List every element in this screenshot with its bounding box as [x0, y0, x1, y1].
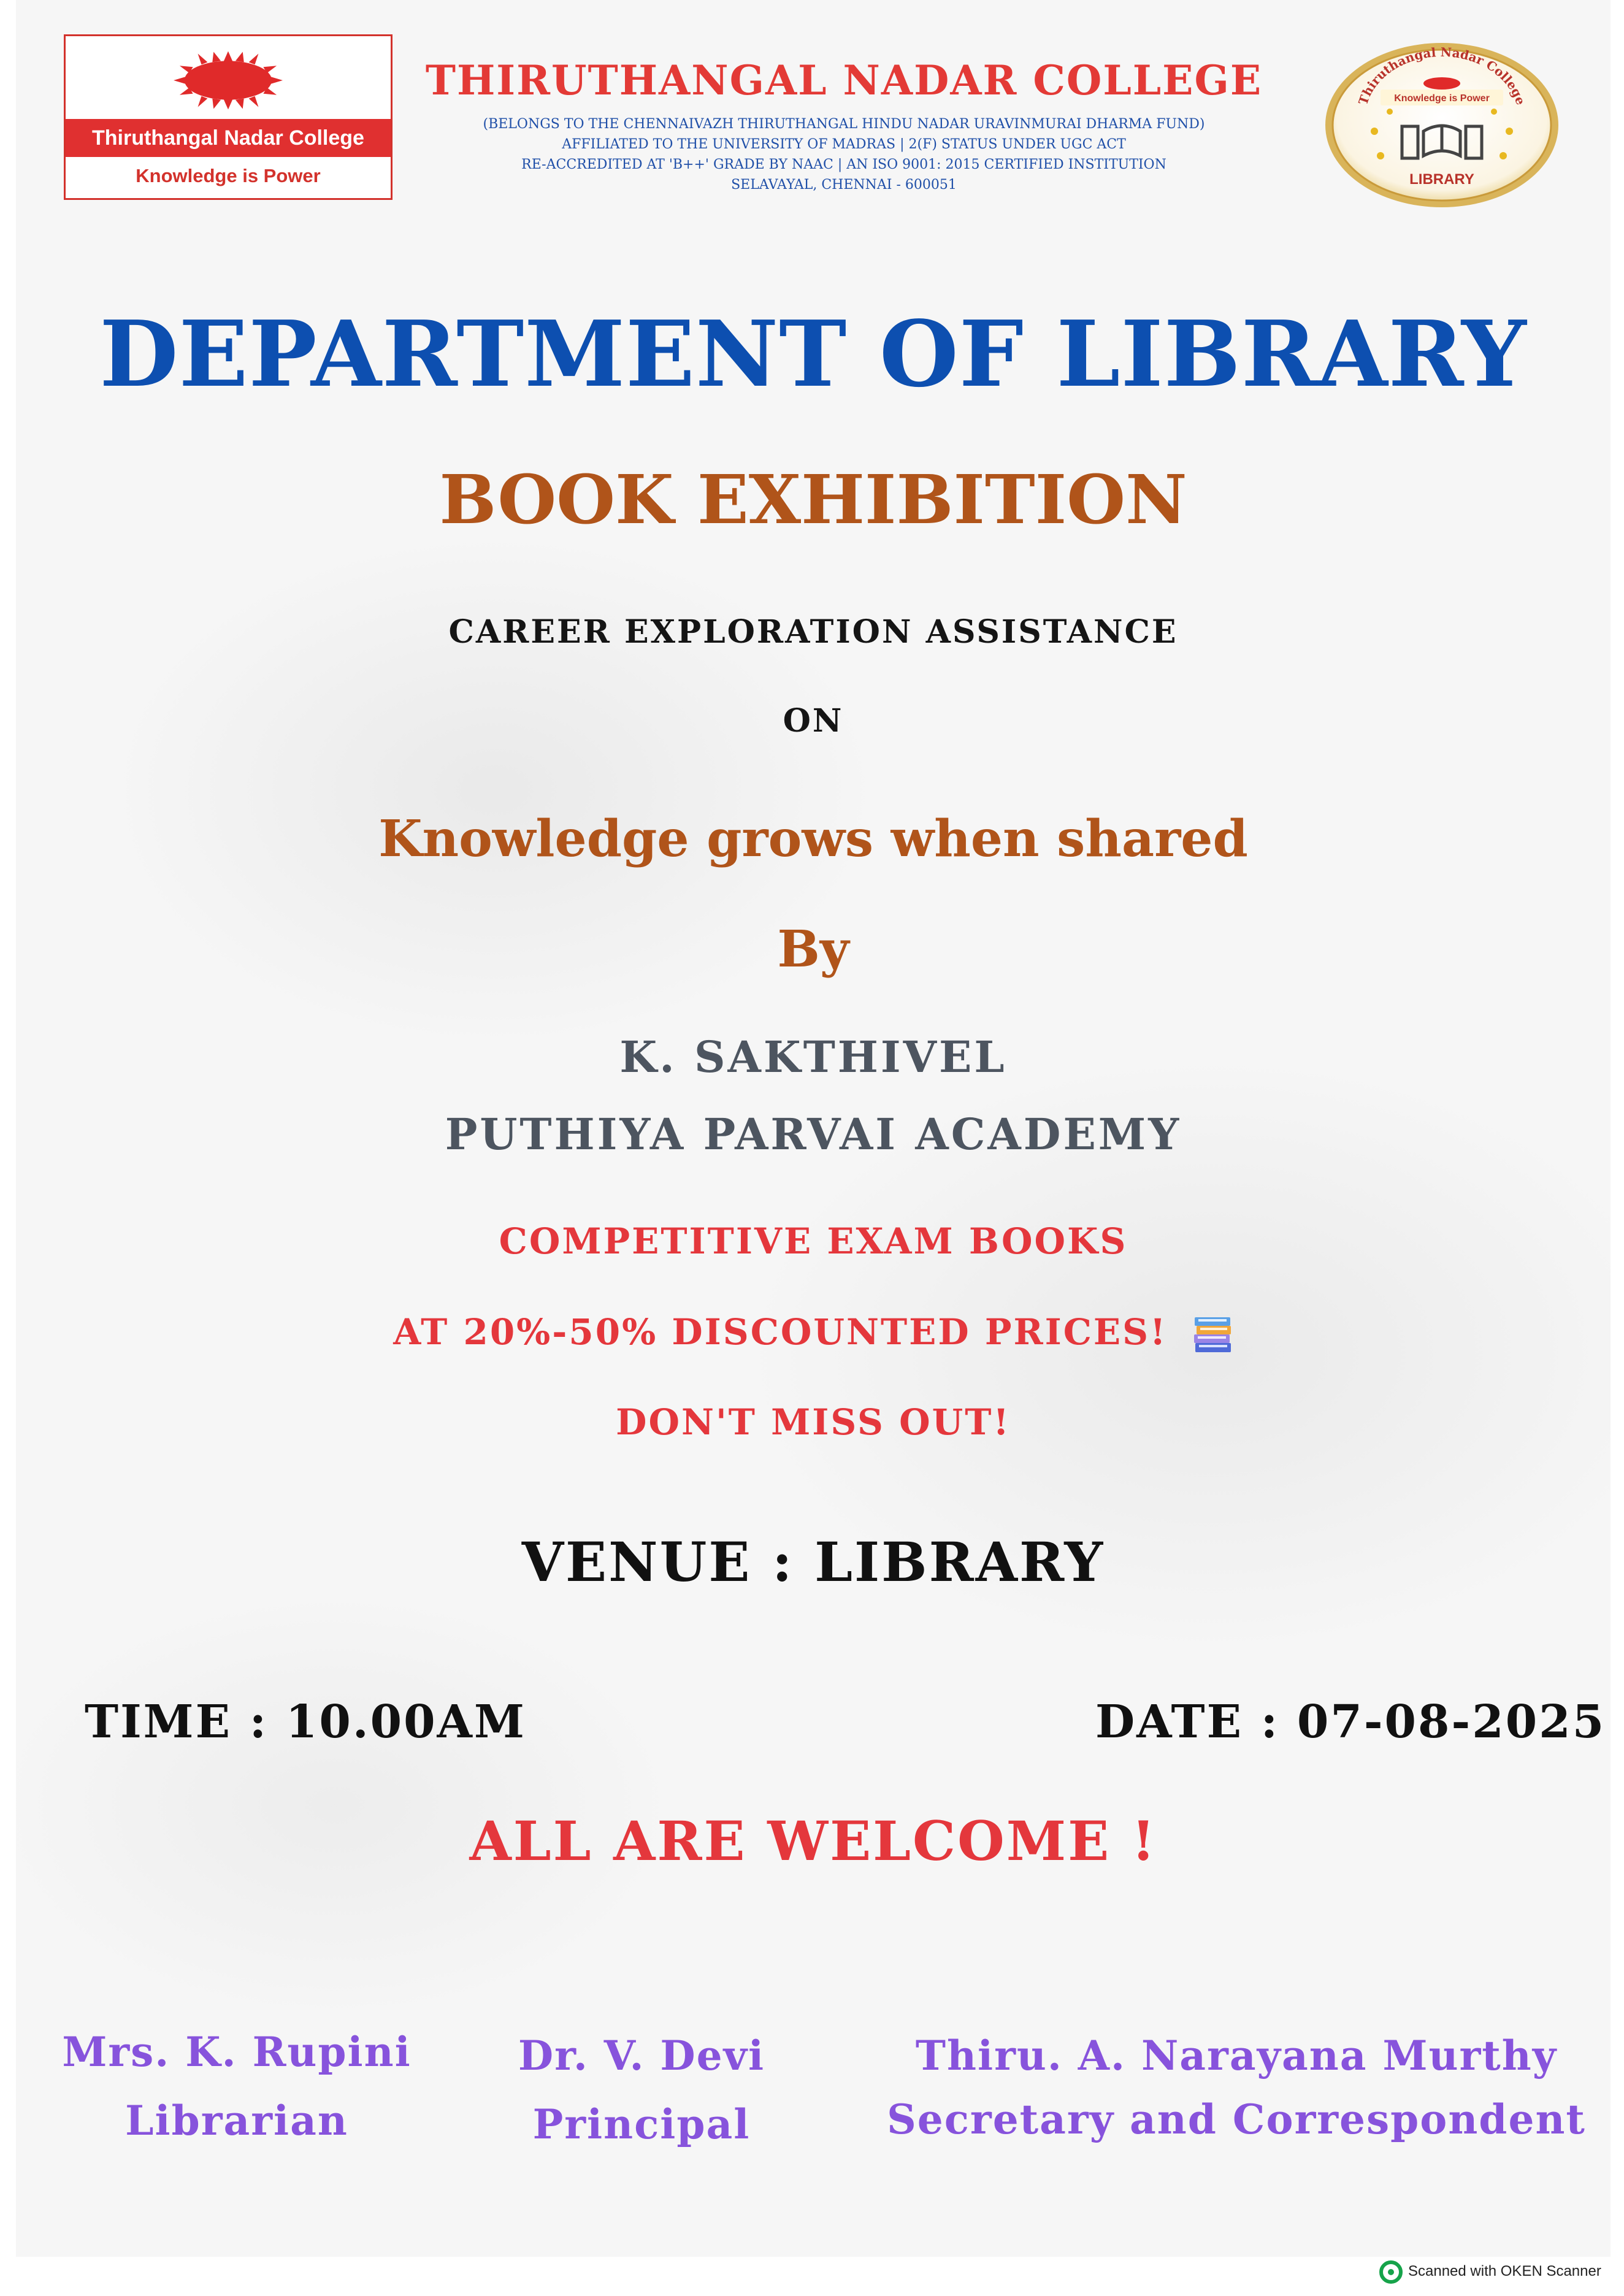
program-theme: Knowledge grows when shared: [378, 809, 1248, 868]
scanner-logo-icon: [1379, 2260, 1403, 2284]
seal-label: LIBRARY: [1409, 171, 1474, 188]
program-on: ON: [783, 702, 844, 740]
college-sub-line-2: AFFILIATED TO THE UNIVERSITY OF MADRAS | 2(F) STATUS UNDER UGC ACT: [562, 137, 1126, 152]
offer-discount-text: AT 20%-50% DISCOUNTED PRICES!: [393, 1311, 1168, 1353]
signatory-role: Librarian: [125, 2097, 348, 2145]
college-logo: [64, 34, 393, 200]
logo-motto: Knowledge is Power: [136, 165, 321, 186]
signatory-role: Secretary and Correspondent: [887, 2095, 1586, 2143]
college-sub-line-4: SELAVAYAL, CHENNAI - 600051: [731, 177, 957, 193]
signatory-name: Mrs. K. Rupini: [62, 2028, 412, 2076]
signatory-role: Principal: [532, 2100, 751, 2148]
signatory-name: Thiru. A. Narayana Murthy: [915, 2032, 1558, 2080]
offer-line-3: DON'T MISS OUT!: [616, 1401, 1011, 1443]
logo-college-name: Thiruthangal Nadar College: [66, 119, 391, 157]
signatory-librarian: [53, 2018, 421, 2155]
department-title: DEPARTMENT OF LIBRARY: [99, 300, 1527, 407]
scanner-text: Scanned with OKEN Scanner: [1408, 2263, 1601, 2279]
seal-top-text: Thiruthangal Nadar College: [1355, 44, 1528, 107]
seal-motto: Knowledge is Power: [1394, 93, 1490, 104]
program-line: CAREER EXPLORATION ASSISTANCE: [448, 613, 1178, 651]
event-title: BOOK EXHIBITION: [439, 460, 1187, 539]
offer-line-1: COMPETITIVE EXAM BOOKS: [499, 1220, 1128, 1262]
signatory-name: Dr. V. Devi: [518, 2032, 765, 2080]
offer-line-2: [16, 1311, 1611, 1354]
books-icon: [1193, 1316, 1233, 1354]
college-sub-line-1: (BELONGS TO THE CHENNAIVAZH THIRUTHANGAL HINDU NADAR URAVINMURAI DHARMA FUND): [483, 117, 1205, 132]
college-sub-line-3: RE-ACCREDITED AT 'B++' GRADE BY NAAC | AN ISO 9001: 2015 CERTIFIED INSTITUTION: [521, 157, 1166, 172]
event-date: DATE : 07-08-2025: [1095, 1696, 1606, 1748]
event-time: TIME : 10.00AM: [85, 1696, 526, 1748]
scanner-watermark: [1379, 2259, 1601, 2284]
signatory-principal: [458, 2021, 825, 2159]
sun-emblem-icon: [66, 50, 391, 111]
poster: [16, 0, 1611, 2257]
signatory-secretary: [868, 2024, 1604, 2151]
college-name: THIRUTHANGAL NADAR COLLEGE: [425, 56, 1263, 104]
speaker-organization: PUTHIYA PARVAI ACADEMY: [445, 1109, 1182, 1160]
program-by: By: [777, 920, 849, 979]
library-seal-icon: [1322, 39, 1561, 211]
welcome-text: ALL ARE WELCOME !: [469, 1809, 1157, 1873]
speaker-name: K. SAKTHIVEL: [619, 1031, 1007, 1082]
venue: VENUE : LIBRARY: [521, 1530, 1105, 1594]
